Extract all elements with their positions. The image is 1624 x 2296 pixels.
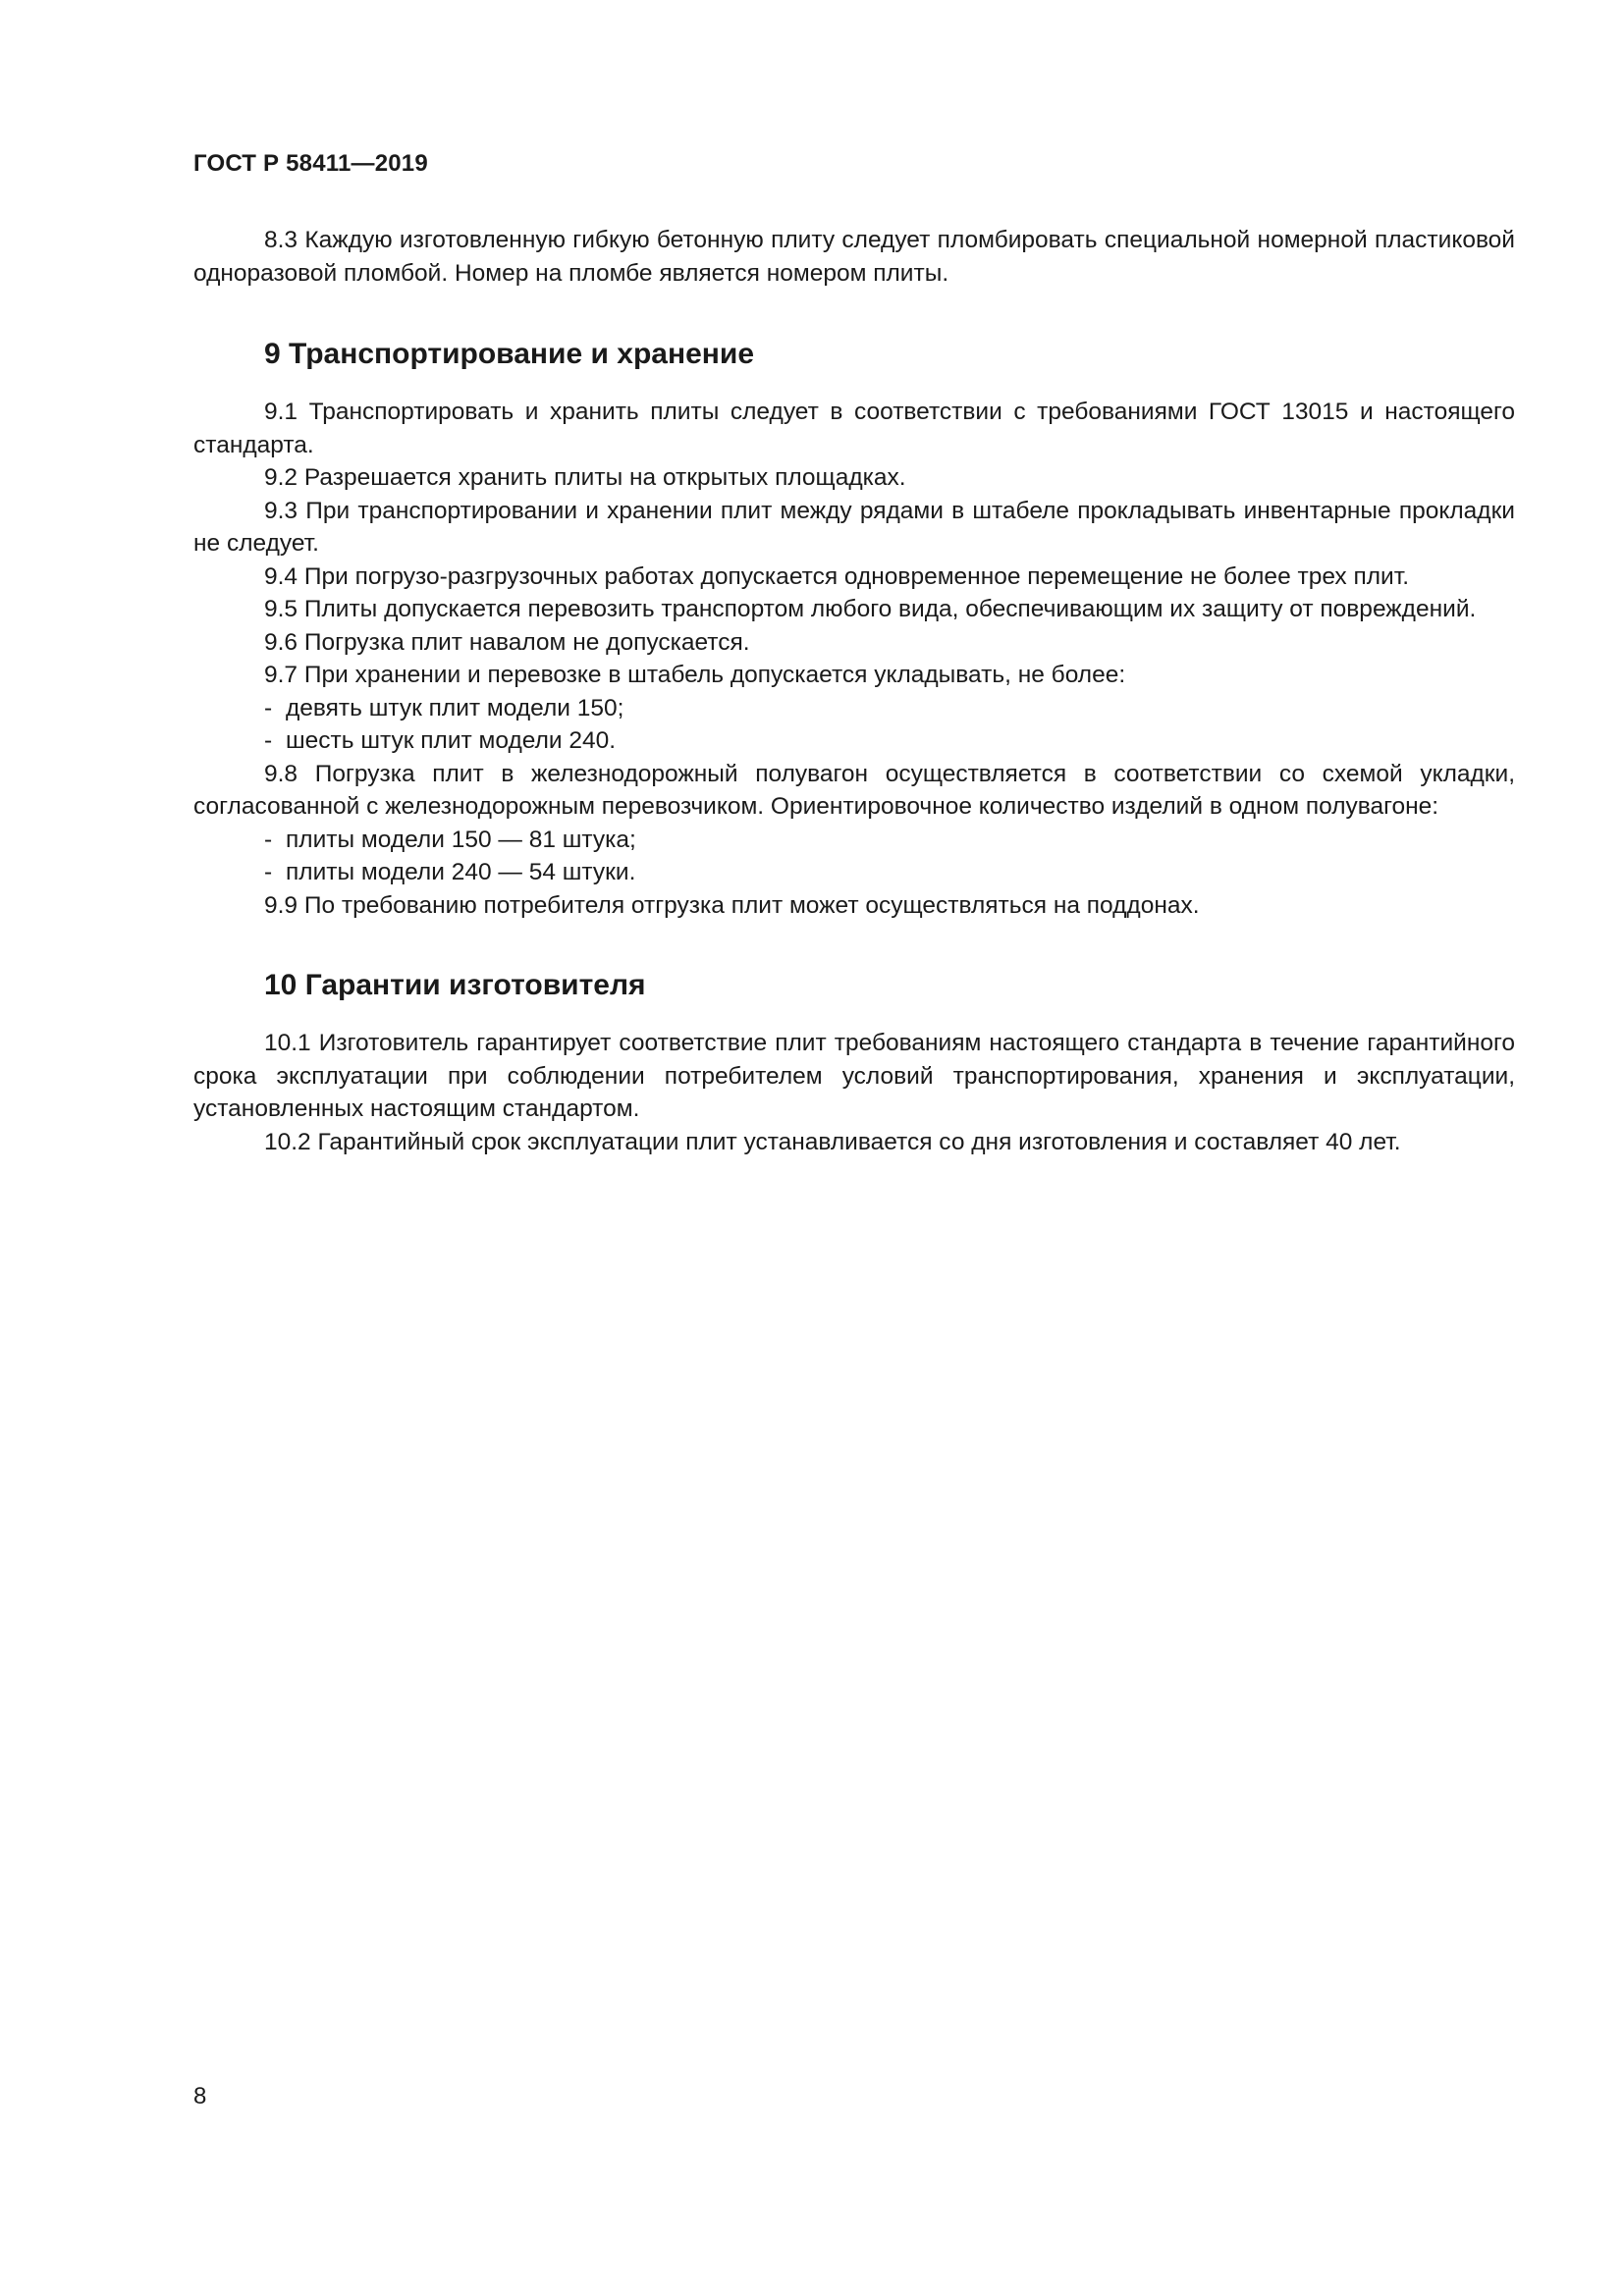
list-item-text: плиты модели 240 — 54 штуки.: [286, 859, 636, 885]
clause-9-4: 9.4 При погрузо-разгрузочных работах допускается одновременное перемещение не более трех плит.: [264, 562, 1410, 590]
list-dash: -: [264, 727, 273, 754]
list-dash: -: [264, 859, 273, 885]
list-item-text: плиты модели 150 — 81 штука;: [286, 826, 636, 853]
section-9-title: 9 Транспортирование и хранение: [264, 338, 755, 370]
clause-9-1: 9.1 Транспортировать и хранить плиты следует в соответствии с требованиями ГОСТ 13015 и настоящего стандарта.: [193, 399, 1515, 458]
clause-10-1: 10.1 Изготовитель гарантирует соответствие плит требованиям настоящего стандарта в течение гарантийного срока эксплуатации при соблюдении потребителем условий транспортирования, хранения и эксплуатации, установленных настоящим стандартом.: [193, 1030, 1515, 1122]
document-header: ГОСТ Р 58411—2019: [193, 150, 428, 177]
clause-9-9: 9.9 По требованию потребителя отгрузка плит может осуществляться на поддонах.: [264, 891, 1200, 919]
list-dash: -: [264, 826, 273, 853]
document-body: [193, 224, 1515, 1158]
list-dash: -: [264, 694, 273, 721]
list-item: [193, 692, 1515, 725]
clause-9-8: 9.8 Погрузка плит в железнодорожный полувагон осуществляется в соответствии со схемой укладки, согласованной с железнодорожным перевозчиком. Ориентировочное количество изделий в одном полувагоне:: [193, 760, 1515, 820]
page-number: 8: [193, 2083, 207, 2109]
list-item-text: девять штук плит модели 150;: [286, 694, 624, 721]
clause-9-2: 9.2 Разрешается хранить плиты на открытых площадках.: [264, 464, 906, 491]
clause-9-3: 9.3 При транспортировании и хранении плит между рядами в штабеле прокладывать инвентарные прокладки не следует.: [193, 497, 1515, 557]
clause-10-2: 10.2 Гарантийный срок эксплуатации плит устанавливается со дня изготовления и составляет 40 лет.: [264, 1128, 1401, 1155]
list-item-text: шесть штук плит модели 240.: [286, 727, 617, 754]
list-item: [193, 824, 1515, 857]
clause-8-3: 8.3 Каждую изготовленную гибкую бетонную плиту следует пломбировать специальной номерной пластиковой одноразовой пломбой. Номер на пломбе является номером плиты.: [193, 227, 1515, 287]
section-10-title: 10 Гарантии изготовителя: [264, 969, 646, 1001]
list-item: [193, 724, 1515, 758]
clause-9-5: 9.5 Плиты допускается перевозить транспортом любого вида, обеспечивающим их защиту от повреждений.: [264, 596, 1477, 622]
clause-9-6: 9.6 Погрузка плит навалом не допускается.: [264, 628, 750, 656]
clause-9-7: 9.7 При хранении и перевозке в штабель допускается укладывать, не более:: [264, 662, 1126, 688]
list-item: [193, 856, 1515, 889]
